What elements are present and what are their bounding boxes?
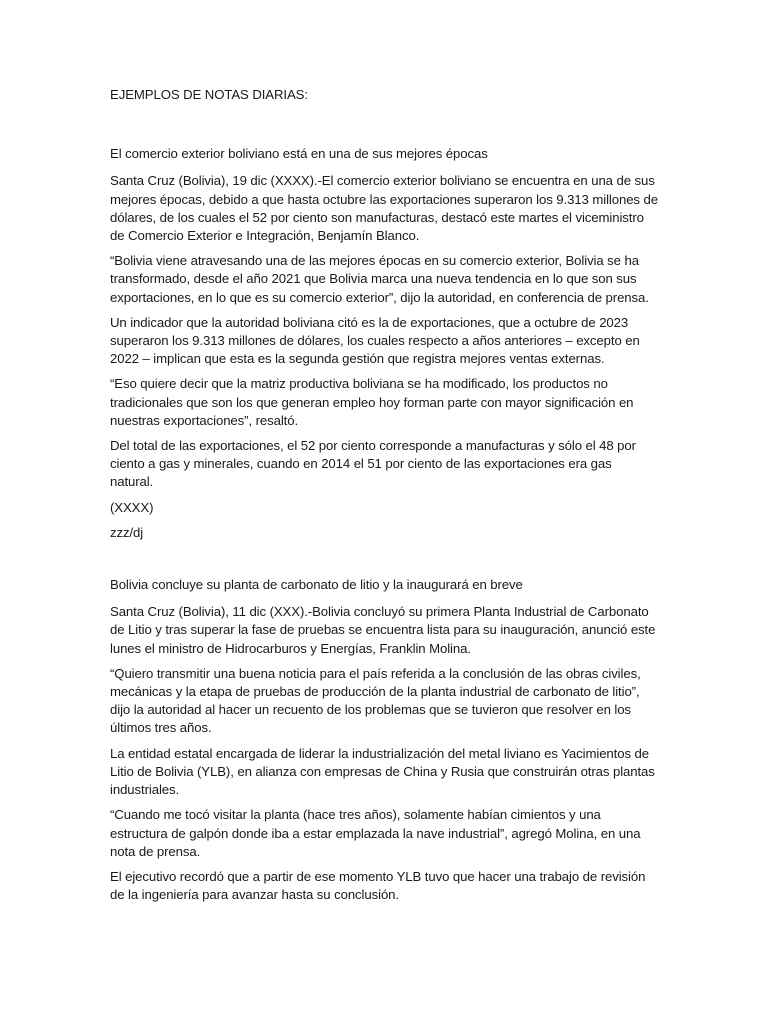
article-paragraph: Del total de las exportaciones, el 52 por ciento corresponde a manufacturas y sólo el 48 por ciento a gas y minerales, cuando en 2014 el 51 por ciento de las exportaciones era gas natural. [110, 438, 636, 490]
article-paragraph: El ejecutivo recordó que a partir de ese momento YLB tuvo que hacer una trabajo de revisión de la ingeniería para avanzar hasta su conclusión. [110, 868, 646, 903]
article-paragraph: Santa Cruz (Bolivia), 19 dic (XXXX).-El comercio exterior boliviano se encuentra en una de sus mejores épocas, debido a que hasta octubre las exportaciones superaron los 9.313 millones de dólares, de los cuales el 52 por ciento son manufacturas, destacó este martes el viceministro de Comercio Exterior e Integración, Benjamín Blanco. [110, 173, 658, 244]
article-paragraph: “Bolivia viene atravesando una de las mejores épocas en su comercio exterior, Bolivia se ha transformado, desde el año 2021 que Bolivia marca una nueva tendencia en lo que son sus exportaciones, en lo que es su comercio exterior”, dijo la autoridad, en conferencia de prensa. [110, 253, 649, 305]
article-separator [110, 549, 658, 576]
article-paragraph: “Quiero transmitir una buena noticia para el país referida a la conclusión de las obras civiles, mecánicas y la etapa de pruebas de producción de la planta industrial de carbonato de litio”, dijo la autoridad al hacer un recuento de los problemas que se tuvieron que resolver en los últimos tres años. [110, 665, 641, 736]
article-paragraph: Santa Cruz (Bolivia), 11 dic (XXX).-Bolivia concluyó su primera Planta Industrial de Carbonato de Litio y tras superar la fase de pruebas se encuentra lista para su inauguración, anunció este lunes el ministro de Hidrocarburos y Energías, Franklin Molina. [110, 604, 656, 656]
article-signature: zzz/dj [110, 524, 144, 540]
article-carbonato-litio [110, 576, 658, 904]
document-heading: EJEMPLOS DE NOTAS DIARIAS: [110, 87, 308, 102]
article-source-tag: (XXXX) [110, 499, 154, 515]
article-paragraph: “Eso quiere decir que la matriz productiva boliviana se ha modificado, los productos no tradicionales que son los que generan empleo hoy forman parte con mayor significación en nuestras exportaciones”, resaltó. [110, 376, 634, 428]
document-body [110, 86, 658, 911]
article-title: El comercio exterior boliviano está en una de sus mejores épocas [110, 146, 488, 162]
article-comercio-exterior [110, 145, 658, 542]
article-paragraph: Un indicador que la autoridad boliviana citó es la de exportaciones, que a octubre de 2023 superaron los 9.313 millones de dólares, los cuales respecto a años anteriores – excepto en 2022 – implican que esta es la segunda gestión que registra mejores ventas externas. [110, 314, 640, 367]
article-paragraph: “Cuando me tocó visitar la planta (hace tres años), solamente habían cimientos y una estructura de galpón donde iba a estar emplazada la nave industrial”, agregó Molina, en una nota de prensa. [110, 807, 641, 859]
article-paragraph: La entidad estatal encargada de liderar la industrialización del metal liviano es Yacimientos de Litio de Bolivia (YLB), en alianza con empresas de China y Rusia que construirán otras plantas industriales. [110, 745, 655, 798]
article-title: Bolivia concluye su planta de carbonato de litio y la inaugurará en breve [110, 577, 523, 593]
